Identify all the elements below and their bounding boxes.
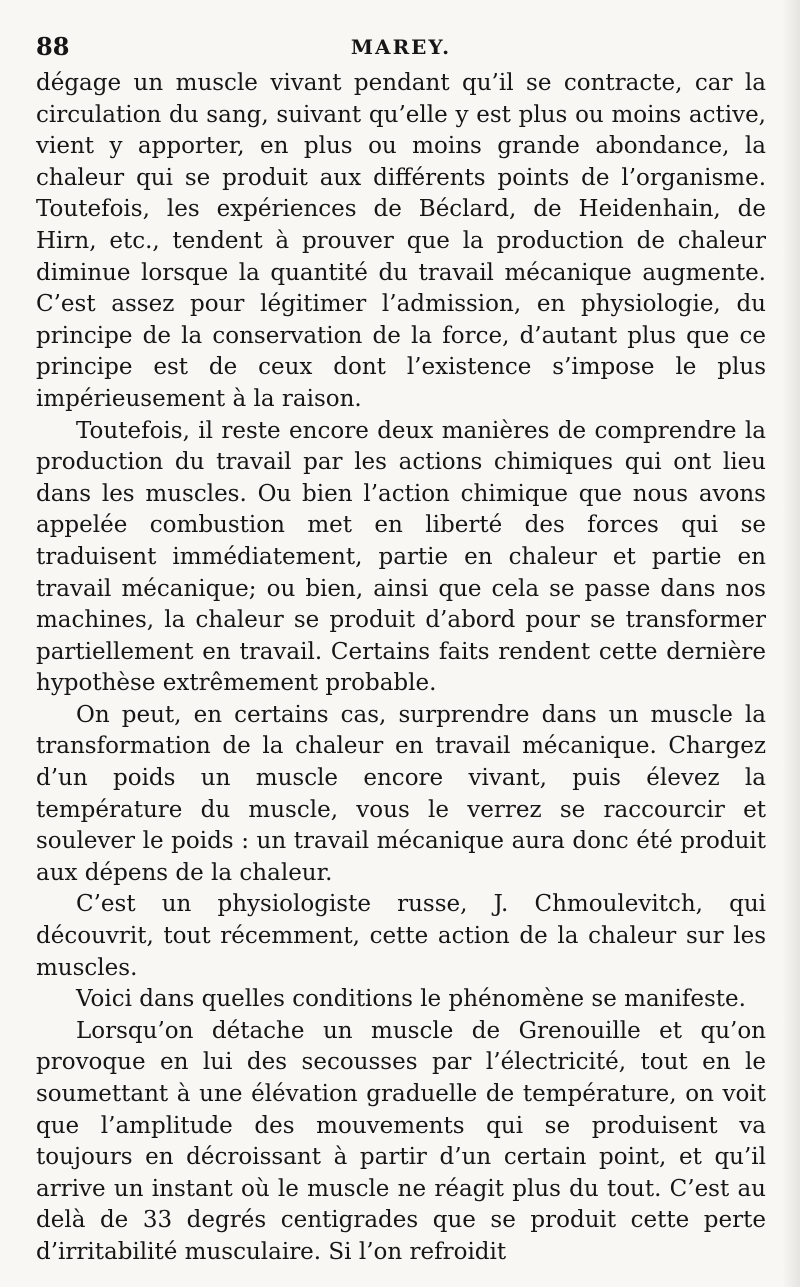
page-number: 88 — [36, 32, 70, 61]
paragraph-two-manners: Toutefois, il reste encore deux manières de comprendre la production du travail par les actions chimiques qui ont lieu dans les muscles. Ou bien l’action chimique que nous avons appelée combustion met en liberté des forces qui se traduisent immédiatement, partie en chaleur et partie en travail mécanique; ou bien, ainsi que cela se passe dans nos machines, la chaleur se produit d’abord pour se transformer partiellement en travail. Certains faits rendent cette dernière hypothèse extrêmement probable. — [36, 417, 766, 697]
running-head — [36, 30, 766, 64]
body-text — [36, 68, 766, 1269]
paragraph-continued: dégage un muscle vivant pendant qu’il se contracte, car la circulation du sang, suivant qu’elle y est plus ou moins active, vient y apporter, en plus ou moins grande abondance, la chaleur qui se produit aux différents points de l’organisme. Toutefois, les expériences de Béclard, de Heidenhain, de Hirn, etc., tendent à prouver que la production de chaleur diminue lorsque la quantité du travail mécanique augmente. C’est assez pour légitimer l’admission, en physiologie, du principe de la conservation de la force, d’autant plus que ce principe est de ceux dont l’existence s’impose le plus impérieusement à la raison. — [36, 70, 766, 412]
paragraph-conditions: Voici dans quelles conditions le phénomène se manifeste. — [76, 986, 746, 1013]
paragraph-frog-muscle: Lorsqu’on détache un muscle de Grenouille et qu’on provoque en lui des secousses par l’électricité, tout en le soumettant à une élévation graduelle de température, on voit que l’amplitude des mouvements qui se produisent va toujours en décroissant à partir d’un certain point, et qu’il arrive un instant où le muscle ne réagit plus du tout. C’est au delà de 33 degrés centigrades que se produit cette perte d’irritabilité musculaire. Si l’on refroidit — [36, 1017, 766, 1265]
paragraph-transformation: On peut, en certains cas, surprendre dans un muscle la transformation de la chaleur en travail mécanique. Chargez d’un poids un muscle encore vivant, puis élevez la température du muscle, vous le verrez se raccourcir et soulever le poids : un travail mécanique aura donc été produit aux dépens de la chaleur. — [36, 701, 766, 886]
paragraph-chmoulevitch: C’est un physiologiste russe, J. Chmoulevitch, qui découvrit, tout récemment, cette action de la chaleur sur les muscles. — [36, 891, 766, 981]
running-head-author: MAREY. — [350, 35, 452, 59]
